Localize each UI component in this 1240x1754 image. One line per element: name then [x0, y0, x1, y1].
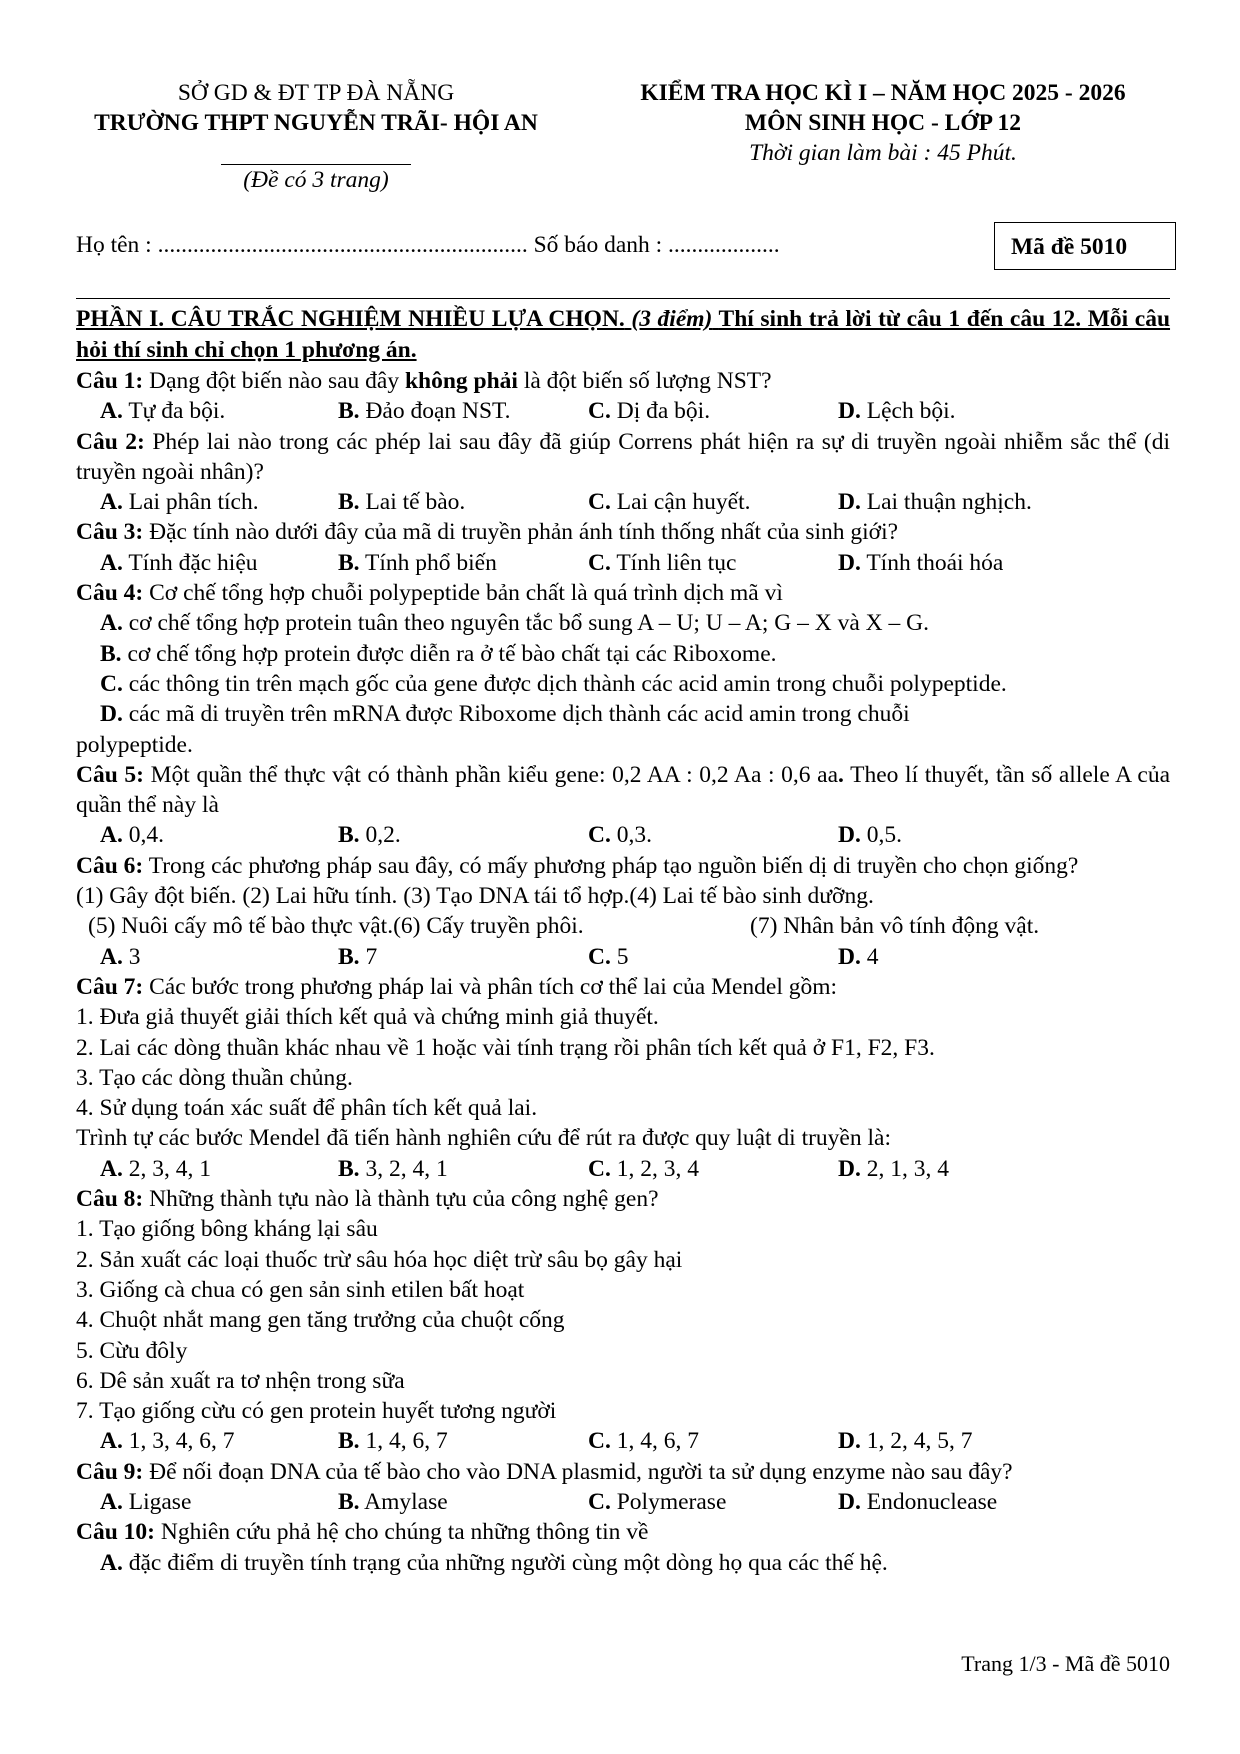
option-letter: D. [838, 1155, 861, 1182]
option-d[interactable] [838, 396, 955, 426]
question-label: Câu 9: [76, 1458, 144, 1485]
option-c[interactable] [588, 487, 751, 517]
student-ident-row [76, 222, 1170, 274]
option-letter: C. [588, 1155, 611, 1182]
option-text: Tính thoái hóa [866, 549, 1004, 576]
question-text: Cơ chế tổng hợp chuỗi polypeptide bản chất là quá trình dịch mã vì [149, 580, 783, 607]
question-text: Để nối đoạn DNA của tế bào cho vào DNA plasmid, người ta sử dụng enzyme nào sau đây? [149, 1458, 1013, 1485]
section-divider [76, 298, 1170, 299]
option-a[interactable] [100, 820, 164, 850]
option-text: Đảo đoạn NST. [365, 398, 511, 425]
option-text: cơ chế tổng hợp protein được diễn ra ở tế bào chất tại các Riboxome. [127, 640, 777, 667]
exam-header [76, 78, 1170, 268]
exam-title: KIỂM TRA HỌC KÌ I – NĂM HỌC 2025 - 2026 [640, 80, 1126, 106]
option-text: 1, 4, 6, 7 [616, 1428, 699, 1455]
options-row [76, 1426, 1170, 1456]
option-text: 0,4. [128, 822, 164, 849]
exam-title-block [596, 78, 1170, 168]
page-footer: Trang 1/3 - Mã đề 5010 [961, 1651, 1170, 1676]
option-text: 0,5. [866, 822, 902, 849]
question-4 [76, 578, 1170, 760]
option-a[interactable] [100, 487, 259, 517]
option-a[interactable] [100, 396, 225, 426]
question-label: Câu 4: [76, 580, 144, 607]
option-a[interactable] [100, 1154, 211, 1184]
option-a[interactable] [100, 942, 140, 972]
option-text: Ligase [128, 1488, 192, 1515]
part1-title: PHẦN I. CÂU TRẮC NGHIỆM NHIỀU LỰA CHỌN. [76, 306, 625, 332]
options-row [76, 1487, 1170, 1517]
question-list [76, 366, 1170, 1578]
question-stem [76, 760, 1170, 821]
option-text: Lai cận huyết. [616, 489, 751, 516]
question-8 [76, 1184, 1170, 1457]
school-name: TRƯỜNG THPT NGUYỄN TRÃI- HỘI AN [94, 110, 538, 136]
option-text: cơ chế tổng hợp protein tuân theo nguyên tắc bổ sung A – U; U – A; G – X và X – G. [128, 610, 929, 637]
question-stem [76, 1457, 1170, 1487]
option-letter: A. [100, 489, 123, 516]
option-b[interactable] [338, 1487, 448, 1517]
statement-item: 7. Tạo giống cừu có gen protein huyết tương người [76, 1398, 557, 1425]
option-c[interactable] [588, 1426, 699, 1456]
method-item-7: (7) Nhân bản vô tính động vật. [750, 913, 1040, 940]
question-stem [76, 1184, 1170, 1214]
option-d[interactable] [838, 1487, 997, 1517]
question-text-end: là đột biến số lượng NST? [523, 368, 772, 394]
option-text: 1, 2, 3, 4 [616, 1155, 699, 1182]
option-letter: D. [838, 943, 861, 970]
option-a[interactable] [100, 548, 258, 578]
option-b[interactable] [338, 548, 497, 578]
option-letter: C. [588, 1488, 611, 1515]
option-text: 3, 2, 4, 1 [365, 1155, 448, 1182]
part1-instruction: Thí sinh trả lời từ câu 1 đến câu 12. Mỗi câu hỏi thí sinh chỉ chọn 1 phương án. [76, 306, 1171, 363]
option-letter: D. [838, 1428, 861, 1455]
option-letter: A. [100, 1488, 123, 1515]
statement-item: 6. Dê sản xuất ra tơ nhện trong sữa [76, 1367, 405, 1394]
option-text: 1, 4, 6, 7 [365, 1428, 448, 1455]
option-letter: C. [588, 398, 611, 425]
option-a[interactable] [100, 1487, 191, 1517]
method-list-line [76, 911, 1170, 941]
option-b[interactable] [76, 639, 1170, 669]
option-d[interactable] [838, 487, 1032, 517]
exam-page [76, 78, 1170, 1578]
question-text: Trong các phương pháp sau đây, có mấy phương pháp tạo nguồn biến dị di truyền cho chọn giống? [148, 852, 1079, 879]
option-c[interactable] [588, 548, 736, 578]
statement-item: 1. Tạo giống bông kháng lại sâu [76, 1216, 378, 1243]
statement-item: 4. Chuột nhắt mang gen tăng trưởng của chuột cống [76, 1307, 565, 1334]
option-b[interactable] [338, 820, 401, 850]
question-text: Nghiên cứu phả hệ cho chúng ta những thông tin về [160, 1519, 649, 1546]
option-letter: C. [588, 489, 611, 516]
option-a[interactable] [100, 1426, 234, 1456]
question-label: Câu 2: [76, 428, 145, 455]
option-letter: D. [838, 822, 861, 849]
option-continuation: polypeptide. [76, 731, 193, 758]
question-label: Câu 10: [76, 1519, 155, 1546]
name-and-id-line: Họ tên : ............................................................... Số báo danh : ................... [76, 232, 780, 258]
option-text: Dị đa bội. [616, 398, 711, 425]
question-stem [76, 517, 1170, 547]
option-letter: D. [838, 398, 861, 425]
question-stem [76, 578, 1170, 608]
option-letter: B. [338, 398, 360, 425]
question-text: Đặc tính nào dưới đây của mã di truyền phản ánh tính thống nhất của sinh giới? [149, 519, 899, 546]
option-b[interactable] [338, 1426, 448, 1456]
statement-item: 5. Cừu đôly [76, 1337, 188, 1364]
option-letter: B. [338, 1488, 360, 1515]
option-text: 2, 1, 3, 4 [866, 1155, 949, 1182]
statement-item: 2. Lai các dòng thuần khác nhau về 1 hoặc vài tính trạng rồi phân tích kết quả ở F1, F2, F3. [76, 1034, 935, 1061]
option-d[interactable] [838, 1426, 972, 1456]
option-letter: A. [100, 1549, 123, 1576]
option-c[interactable] [588, 396, 710, 426]
question-10 [76, 1517, 1170, 1578]
question-text: Một quần thể thực vật có thành phần kiểu gene: 0,2 AA : 0,2 Aa : 0,6 aa [150, 761, 839, 788]
option-letter: B. [338, 822, 360, 849]
options-row [76, 1154, 1170, 1184]
option-letter: D. [838, 489, 861, 516]
question-text: Những thành tựu nào là thành tựu của công nghệ gen? [149, 1186, 659, 1213]
options-row [76, 396, 1170, 426]
option-letter: B. [100, 640, 122, 667]
option-c[interactable] [588, 820, 652, 850]
department-name: SỞ GD & ĐT TP ĐÀ NẴNG [177, 80, 455, 106]
option-letter: A. [100, 398, 123, 425]
option-letter: D. [838, 1488, 861, 1515]
option-letter: B. [338, 489, 360, 516]
option-d[interactable] [838, 548, 1003, 578]
option-text: Lai phân tích. [128, 489, 259, 516]
question-stem [76, 1517, 1170, 1547]
statement-item: Trình tự các bước Mendel đã tiến hành nghiên cứu để rút ra được quy luật di truyền là: [76, 1125, 891, 1152]
option-letter: A. [100, 822, 123, 849]
option-text: Polymerase [616, 1488, 727, 1515]
option-b[interactable] [338, 942, 377, 972]
option-letter: C. [588, 1428, 611, 1455]
question-stem [76, 427, 1170, 488]
option-text: Lệch bội. [866, 398, 956, 425]
question-2 [76, 427, 1170, 518]
option-text: 0,3. [616, 822, 652, 849]
option-a[interactable] [76, 1548, 1170, 1578]
option-letter: A. [100, 943, 123, 970]
option-letter: B. [338, 1155, 360, 1182]
question-9 [76, 1457, 1170, 1518]
question-stem [76, 366, 1170, 396]
option-text: 2, 3, 4, 1 [128, 1155, 211, 1182]
method-items: (5) Nuôi cấy mô tế bào thực vật.(6) Cấy truyền phôi. [88, 913, 584, 940]
option-d[interactable] [76, 699, 1170, 729]
question-text: Phép lai nào trong các phép lai sau đây đã giúp Correns phát hiện ra sự di truyền ngoài nhiễm sắc thể (di truyền ngoài nhân)? [76, 428, 1170, 485]
options-row [76, 548, 1170, 578]
question-emphasis: . [838, 761, 844, 788]
exam-code-box: Mã đề 5010 [994, 222, 1176, 270]
option-text: 0,2. [365, 822, 401, 849]
option-b[interactable] [338, 396, 511, 426]
option-letter: A. [100, 610, 123, 637]
exam-duration: Thời gian làm bài : 45 Phút. [749, 140, 1017, 166]
options-row [76, 942, 1170, 972]
statement-item: 2. Sản xuất các loại thuốc trừ sâu hóa học diệt trừ sâu bọ gây hại [76, 1246, 683, 1273]
option-text: 7 [365, 943, 378, 970]
question-text: Các bước trong phương pháp lai và phân tích cơ thể lai của Mendel gồm: [149, 973, 838, 1000]
question-label: Câu 8: [76, 1186, 144, 1213]
subject-title: MÔN SINH HỌC - LỚP 12 [744, 110, 1022, 136]
statement-item: 1. Đưa giả thuyết giải thích kết quả và chứng minh giả thuyết. [76, 1004, 659, 1031]
option-letter: A. [100, 549, 123, 576]
option-c[interactable] [588, 942, 628, 972]
question-text: Dạng đột biến nào sau đây [149, 368, 400, 394]
options-row [76, 820, 1170, 850]
question-3 [76, 517, 1170, 578]
question-7 [76, 972, 1170, 1184]
question-label: Câu 5: [76, 761, 144, 788]
option-text: Tính liên tục [616, 549, 737, 576]
option-c[interactable] [588, 1154, 699, 1184]
option-b[interactable] [338, 1154, 448, 1184]
question-1 [76, 366, 1170, 427]
option-text: các thông tin trên mạch gốc của gene được dịch thành các acid amin trong chuỗi polypeptide. [128, 670, 1007, 697]
option-letter: B. [338, 943, 360, 970]
option-text: 3 [128, 943, 141, 970]
question-text-end: Theo lí thuyết, tần số allele A của quần thể này là [76, 761, 1171, 819]
option-text: Tự đa bội. [128, 398, 226, 425]
option-letter: C. [588, 822, 611, 849]
option-letter: D. [100, 701, 123, 728]
option-c[interactable] [76, 669, 1170, 699]
question-stem [76, 851, 1170, 881]
part1-heading [76, 304, 1170, 366]
option-letter: A. [100, 1428, 123, 1455]
option-b[interactable] [338, 487, 465, 517]
option-letter: C. [100, 670, 123, 697]
option-letter: B. [338, 1428, 360, 1455]
option-a[interactable] [76, 608, 1170, 638]
part1-points: (3 điểm) [631, 306, 713, 332]
option-text: 1, 3, 4, 6, 7 [128, 1428, 235, 1455]
question-6 [76, 851, 1170, 972]
question-label: Câu 3: [76, 519, 144, 546]
option-text: đặc điểm di truyền tính trạng của những người cùng một dòng họ qua các thế hệ. [128, 1549, 888, 1576]
statement-item: 3. Tạo các dòng thuần chủng. [76, 1064, 353, 1091]
option-text: 5 [616, 943, 629, 970]
option-letter: B. [338, 549, 360, 576]
option-d[interactable] [838, 1154, 949, 1184]
option-d[interactable] [838, 942, 878, 972]
option-text: Tính đặc hiệu [128, 549, 258, 576]
option-text: 1, 2, 4, 5, 7 [866, 1428, 973, 1455]
school-block [76, 78, 556, 195]
option-c[interactable] [588, 1487, 726, 1517]
method-list-line: (1) Gây đột biến. (2) Lai hữu tính. (3) Tạo DNA tái tổ hợp.(4) Lai tế bào sinh dưỡng. [76, 883, 874, 910]
question-label: Câu 7: [76, 973, 144, 1000]
option-letter: D. [838, 549, 861, 576]
option-text: 4 [866, 943, 879, 970]
option-text: Tính phổ biến [365, 549, 497, 576]
statement-item: 3. Giống cà chua có gen sản sinh etilen bất hoạt [76, 1276, 525, 1303]
question-label: Câu 6: [76, 852, 144, 879]
option-text: Amylase [364, 1488, 448, 1515]
option-letter: C. [588, 549, 611, 576]
question-stem [76, 972, 1170, 1002]
option-letter: A. [100, 1155, 123, 1182]
option-text: Lai thuận nghịch. [866, 489, 1032, 516]
question-label: Câu 1: [76, 368, 144, 394]
page-count-note: (Đề có 3 trang) [243, 167, 389, 193]
option-d[interactable] [838, 820, 902, 850]
option-text: Endonuclease [866, 1488, 998, 1515]
option-text: các mã di truyền trên mRNA được Riboxome dịch thành các acid amin trong chuỗi [128, 701, 910, 728]
question-5 [76, 760, 1170, 851]
statement-item: 4. Sử dụng toán xác suất để phân tích kết quả lai. [76, 1095, 538, 1122]
option-text: Lai tế bào. [365, 489, 466, 516]
options-row [76, 487, 1170, 517]
question-emphasis: không phải [404, 368, 518, 394]
option-letter: C. [588, 943, 611, 970]
